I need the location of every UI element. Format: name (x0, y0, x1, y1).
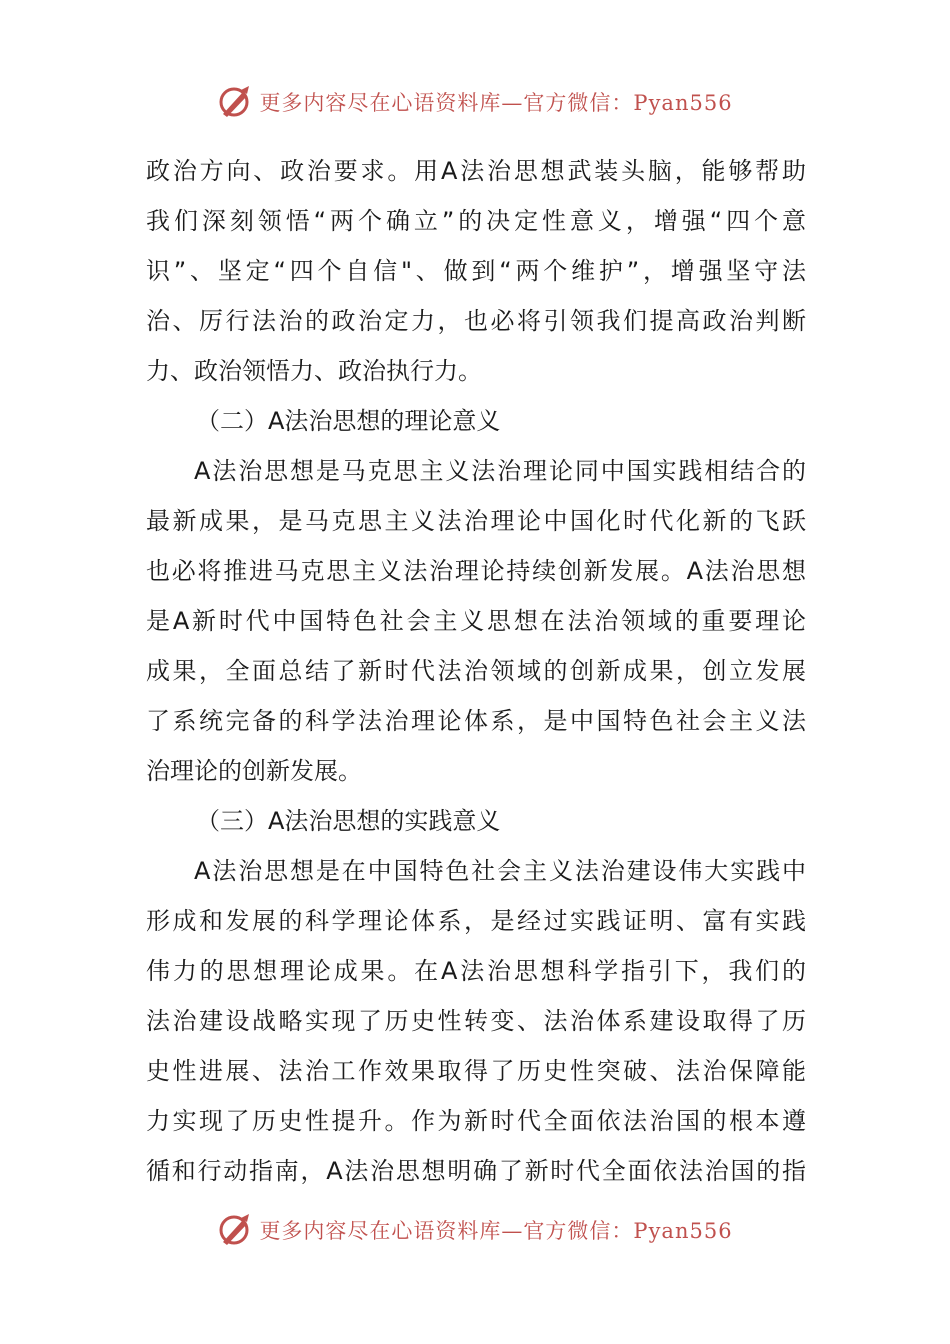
text-line: 识”、坚定“四个自信"、做到“两个维护”，增强坚守法 (146, 257, 806, 285)
text-line: A法治思想是马克思主义法治理论同中国实践相结合的 (194, 457, 806, 485)
header-watermark (0, 82, 950, 122)
text-line: 形成和发展的科学理论体系，是经过实践证明、富有实践 (146, 907, 806, 935)
section-heading: （二）A法治思想的理论意义 (196, 407, 501, 435)
pen-logo-icon (217, 84, 253, 120)
footer-watermark (0, 1210, 950, 1250)
text-line: 法治建设战略实现了历史性转变、法治体系建设取得了历 (146, 1007, 806, 1035)
text-line: 伟力的思想理论成果。在A法治思想科学指引下，我们的 (146, 957, 806, 985)
pen-logo-icon (217, 1212, 253, 1248)
watermark-text: 更多内容尽在心语资料库—官方微信：Pyan556 (259, 91, 733, 115)
text-line: 循和行动指南，A法治思想明确了新时代全面依法治国的指 (146, 1157, 806, 1185)
text-line: 最新成果，是马克思主义法治理论中国化时代化新的飞跃 (146, 507, 806, 535)
text-line: 力、政治领悟力、政治执行力。 (146, 357, 482, 385)
text-line: 我们深刻领悟“两个确立”的决定性意义，增强“四个意 (146, 207, 806, 235)
text-line: 治理论的创新发展。 (146, 757, 362, 785)
text-line: 政治方向、政治要求。用A法治思想武装头脑，能够帮助 (146, 157, 806, 185)
text-line: 史性进展、法治工作效果取得了历史性突破、法治保障能 (146, 1057, 806, 1085)
text-line: 成果，全面总结了新时代法治领域的创新成果，创立发展 (146, 657, 806, 685)
watermark-text: 更多内容尽在心语资料库—官方微信：Pyan556 (259, 1219, 733, 1243)
text-line: 治、厉行法治的政治定力，也必将引领我们提高政治判断 (146, 307, 806, 335)
document-body (146, 146, 806, 1196)
text-line: 也必将推进马克思主义法治理论持续创新发展。A法治思想 (146, 557, 806, 585)
section-heading: （三）A法治思想的实践意义 (196, 807, 501, 835)
text-line: A法治思想是在中国特色社会主义法治建设伟大实践中 (194, 857, 806, 885)
text-line: 是A新时代中国特色社会主义思想在法治领域的重要理论 (146, 607, 806, 635)
text-line: 力实现了历史性提升。作为新时代全面依法治国的根本遵 (146, 1107, 806, 1135)
text-line: 了系统完备的科学法治理论体系，是中国特色社会主义法 (146, 707, 806, 735)
